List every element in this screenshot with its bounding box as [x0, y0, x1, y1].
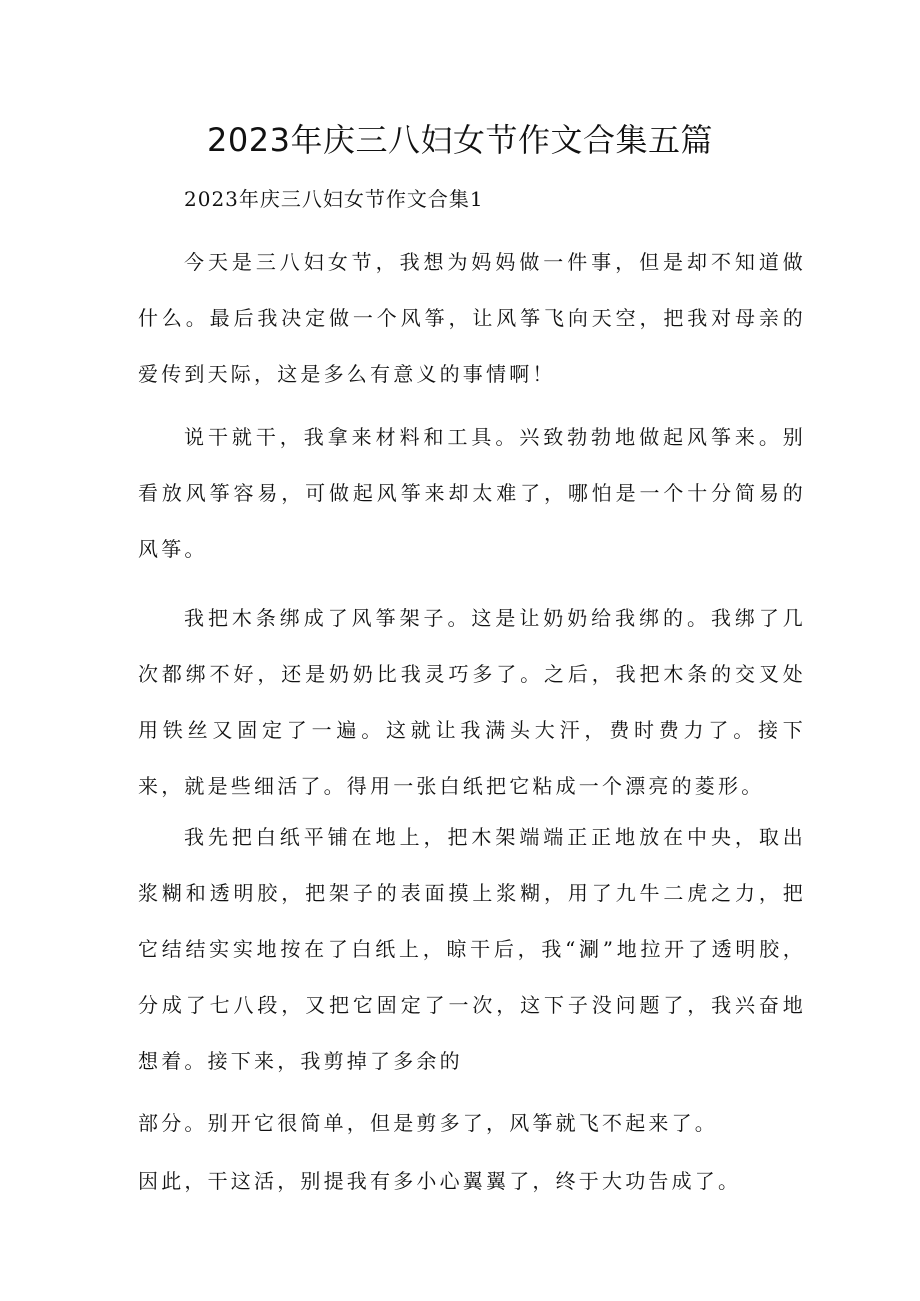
- paragraph-3: 我把木条绑成了风筝架子。这是让奶奶给我绑的。我绑了几次都绑不好，还是奶奶比我灵巧多了。之后，我把木条的交叉处用铁丝又固定了一遍。这就让我满头大汗，费时费力了。接下来，就是些细活了。得用一张白纸把它粘成一个漂亮的菱形。: [138, 606, 806, 798]
- paragraph-4: 我先把白纸平铺在地上，把木架端端正正地放在中央，取出浆糊和透明胶，把架子的表面摸上浆糊，用了九牛二虎之力，把它结结实实地按在了白纸上，晾干后，我“涮”地拉开了透明胶，分成了七八段，又把它固定了一次，这下子没问题了，我兴奋地想着。接下来，我剪掉了多余的: [138, 825, 806, 1073]
- trailing-line-1: 部分。别开它很简单，但是剪多了，风筝就飞不起来了。: [138, 1111, 718, 1135]
- document-title: 2023年庆三八妇女节作文合集五篇: [207, 121, 713, 159]
- paragraph-2: 说干就干，我拿来材料和工具。兴致勃勃地做起风筝来。别看放风筝容易，可做起风筝来却太难了，哪怕是一个十分简易的风筝。: [138, 425, 806, 561]
- paragraph-1: 今天是三八妇女节，我想为妈妈做一件事，但是却不知道做什么。最后我决定做一个风筝，让风筝飞向天空，把我对母亲的爱传到天际，这是多么有意义的事情啊！: [138, 250, 806, 386]
- trailing-line-2: 因此，干这活，别提我有多小心翼翼了，终于大功告成了。: [138, 1169, 742, 1193]
- section-heading: 2023年庆三八妇女节作文合集1: [184, 187, 484, 211]
